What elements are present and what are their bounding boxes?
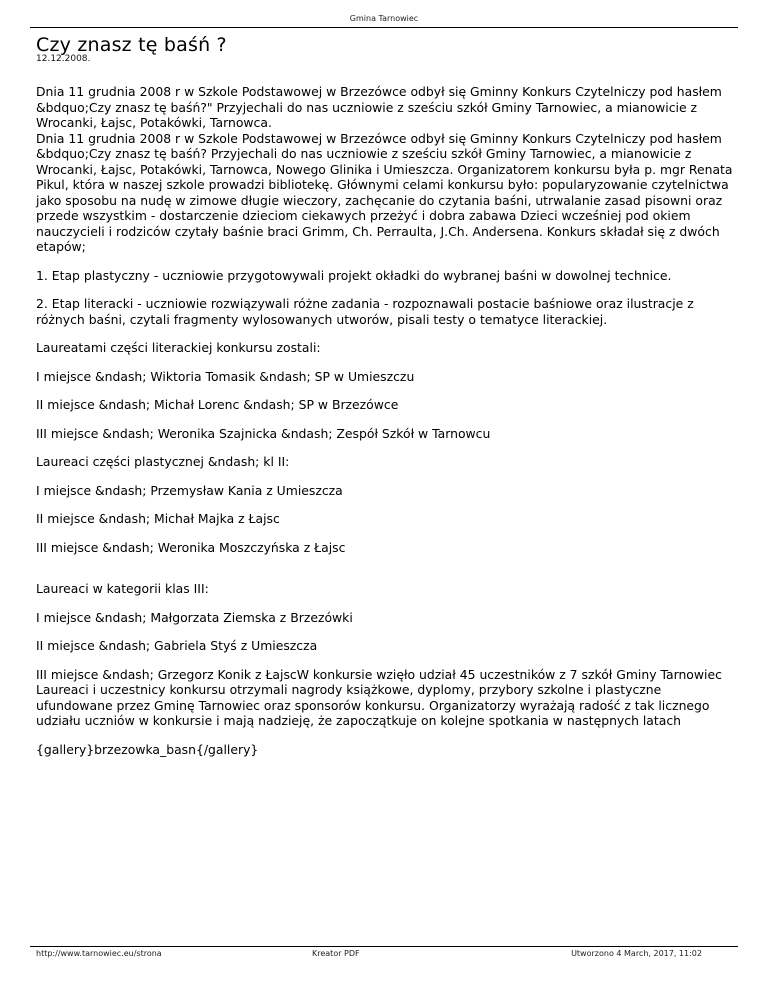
class3-place-2: II miejsce &ndash; Gabriela Styś z Umieszcza [36,638,318,653]
footer-generator: Kreator PDF [312,949,360,958]
literary-place-3: III miejsce &ndash; Weronika Szajnicka &ndash; Zespół Szkół w Tarnowcu [36,425,491,441]
plastic-place-3: III miejsce &ndash; Weronika Moszczyńska z Łajsc [36,539,346,555]
plastic-place-1: I miejsce &ndash; Przemysław Kania z Umieszcza [36,482,343,498]
closing-paragraph: III miejsce &ndash; Grzegorz Konik z ŁajscW konkursie wzięło udział 45 uczestników z 7 szkół Gminy Tarnowiec Laureaci i uczestnicy konkursu otrzymali nagrody książkowe, dyplomy, przybory szkolne i plastyczne ufundowane przez Gminę Tarnowiec oraz sponsorów konkursu. Organizatorzy wyrażają radość z tak licznego udziału uczniów w konkursie i mają nadzieję, że zapoczątkuje on kolejne spotkania w następnych latach [36,666,722,728]
plastic-laureates-heading: Laureaci części plastycznej &ndash; kl II: [36,454,290,469]
article-date: 12.12.2008. [36,54,91,64]
footer-created: Utworzono 4 March, 2017, 11:02 [571,949,702,958]
header-divider [30,27,738,28]
page-header: Gmina Tarnowiec [349,14,419,23]
stage-plastic-paragraph: 1. Etap plastyczny - uczniowie przygotowywali projekt okładki do wybranej baśni w dowolnej technice. [36,267,672,283]
class3-place-1: I miejsce &ndash; Małgorzata Ziemska z Brzezówki [36,609,353,625]
footer-url: http://www.tarnowiec.eu/strona [36,949,162,958]
literary-place-1: I miejsce &ndash; Wiktoria Tomasik &ndash; SP w Umieszczu [36,368,415,384]
plastic-place-2: II miejsce &ndash; Michał Majka z Łajsc [36,511,280,526]
footer-divider [30,946,738,947]
literary-laureates-heading: Laureatami części literackiej konkursu zostali: [36,340,321,355]
gallery-tag: {gallery}brzezowka_basn{/gallery} [36,741,259,757]
intro-paragraph: Dnia 11 grudnia 2008 r w Szkole Podstawowej w Brzezówce odbył się Gminny Konkurs Czytelniczy pod hasłem &bdquo;Czy znasz tę baśń?" Przyjechali do nas uczniowie z sześciu szkół Gminy Tarnowiec, a mianowicie z Wrocanki, Łajsc, Potakówki, Tarnowca. Dnia 11 grudnia 2008 r w Szkole Podstawowej w Brzezówce odbył się Gminny Konkurs Czytelniczy pod hasłem &bdquo;Czy znasz tę baśń? Przyjechali do nas uczniowie z sześciu szkół Gminy Tarnowiec, a mianowicie z Wrocanki, Łajsc, Potakówki, Tarnowca, Nowego Glinika i Umieszcza. Organizatorem konkursu była p. mgr Renata Pikul, która w naszej szkole prowadzi bibliotekę. Głównymi celami konkursu było: popularyzowanie czytelnictwa jako sposobu na nudę w zimowe długie wieczory, zachęcanie do czytania baśni, utrwalanie zasad pisowni oraz przede wszystkim - dostarczenie dzieciom ciekawych przeżyć i dobra zabawa Dzieci wcześniej pod okiem nauczycieli i rodziców czytały baśnie braci Grimm, Ch. Perraulta, J.Ch. Andersena. Konkurs składał się z dwóch etapów; [36,84,733,254]
literary-place-2: II miejsce &ndash; Michał Lorenc &ndash; SP w Brzezówce [36,397,399,412]
stage-literary-paragraph: 2. Etap literacki - uczniowie rozwiązywali różne zadania - rozpoznawali postacie baśniowe oraz ilustracje z różnych baśni, czytali fragmenty wylosowanych utworów, pisali testy o tematyce literackiej. [36,296,694,327]
class3-laureates-heading: Laureaci w kategorii klas III: [36,581,209,596]
article-title: Czy znasz tę baśń ? [36,34,227,56]
article-body [36,84,736,770]
